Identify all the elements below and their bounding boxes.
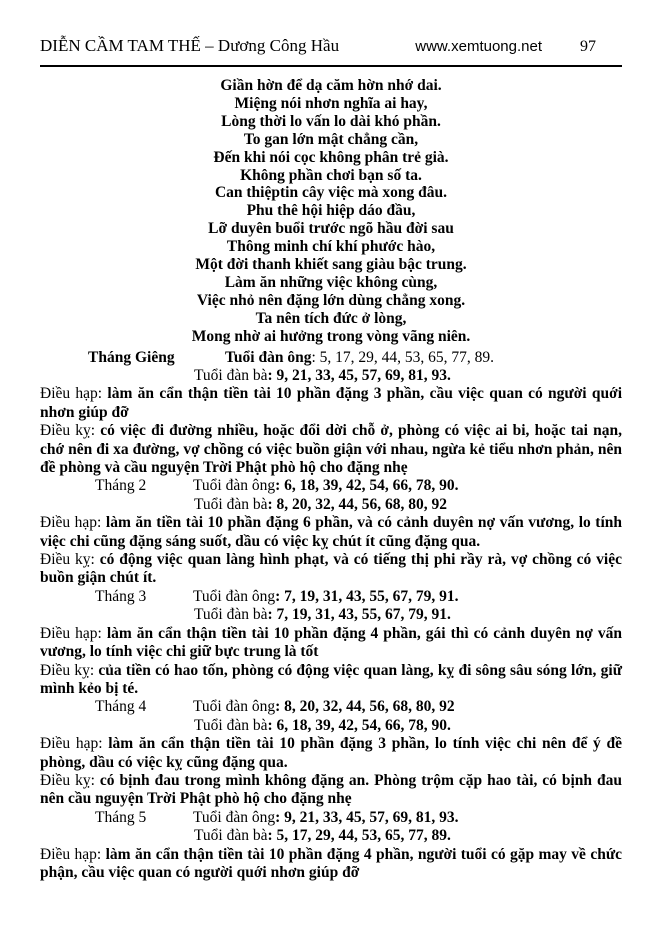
men-ages [193,698,455,716]
ky-label: Điều kỵ: [40,771,95,789]
document-title: DIỄN CẦM TAM THẾ – Dương Công Hầu [40,36,340,55]
men-ages-label: Tuổi đàn ông [193,587,276,605]
month-section-5 [40,809,622,883]
women-ages-values: : 9, 21, 33, 45, 57, 69, 81, 93. [267,367,451,384]
hap-label: Điều hạp: [40,845,102,863]
poem-line: Ta nên tích đức ở lòng, [255,309,407,327]
hap-text: làm ăn tiền tài 10 phần đặng 6 phần, và có cảnh duyên nợ vấn vương, lo tính việc chi cũng đặng sáng suốt, dầu có việc kỵ chút ít cũng đặng qua. [40,514,622,550]
hap-paragraph [40,385,622,422]
women-ages-values: : 8, 20, 32, 44, 56, 68, 80, 92 [267,495,448,513]
poem-line: Can thiệptin cây việc mà xong đâu. [214,184,448,202]
month-header-row [40,588,622,606]
hap-paragraph [40,846,622,883]
month-name: Tháng 3 [95,587,147,605]
poem-line: Một đời thanh khiết sang giàu bậc trung. [195,256,467,274]
site-url: www.xemtuong.net [415,38,542,55]
women-ages-label: Tuổi đàn bà [194,827,268,845]
men-ages [193,588,459,606]
month-name: Tháng 5 [95,808,147,826]
month-name: Tháng 4 [95,698,147,716]
women-ages [40,496,622,514]
poem-line: Phu thê hội hiệp dáo đầu, [246,202,416,220]
poem-line: To gan lớn mật chẳng cần, [243,130,419,148]
month-name: Tháng 2 [95,477,147,495]
ky-paragraph [40,772,622,809]
ky-text: có động việc quan làng hình phạt, và có tiếng thị phi rầy rà, vợ chồng có việc buồn giận chút ít. [40,551,623,587]
poem-line: Lỡ duyên buổi trước ngõ hầu đời sau [208,220,454,238]
women-ages [40,606,622,624]
poem-line: Làm ăn những việc không cùng, [224,273,438,291]
ky-label: Điều kỵ: [40,661,95,679]
men-ages-values: : 5, 17, 29, 44, 53, 65, 77, 89. [311,348,495,366]
women-ages-values: : 6, 18, 39, 42, 54, 66, 78, 90. [267,716,451,734]
month-header-row [40,349,622,367]
women-ages-label: Tuổi đàn bà [194,367,268,384]
hap-paragraph [40,514,622,551]
hap-text: làm ăn cẩn thận tiền tài 10 phần đặng 4 phần, người tuổi có gặp may về chức phận, cầu việc quan có người quới nhơn giúp đỡ [40,845,622,881]
ky-label: Điều kỵ: [40,422,96,440]
ky-text: có bịnh đau trong mình không đặng an. Phòng trộm cặp hao tài, có bịnh đau nên cầu nguyện Trời Phật phò hộ cho đặng nhẹ [40,771,623,808]
women-ages-values: : 5, 17, 29, 44, 53, 65, 77, 89. [267,827,451,845]
ky-paragraph [40,422,622,477]
month-section-2 [40,477,622,587]
month-section-4 [40,698,622,808]
hap-paragraph [40,625,622,662]
women-ages-label: Tuổi đàn bà [194,716,268,734]
ky-paragraph [40,551,622,588]
hap-label: Điều hạp: [40,385,103,403]
women-ages [40,827,622,845]
men-ages-label: Tuổi đàn ông [193,698,276,716]
page-number: 97 [580,38,596,55]
month-name: Tháng Giêng [88,348,175,366]
ky-text: có việc đi đường nhiều, hoặc đổi dời chỗ ở, phòng có việc ai bi, hoặc tai nạn, chớ nên đi xa đường, vợ chồng có việc buồn giận với nhau, ngừa kẻ tiểu nhơn phản, nên đề phòng và cầu nguyện Trời Phật phò hộ cho đặng nhẹ [40,422,622,477]
men-ages-values: : 8, 20, 32, 44, 56, 68, 80, 92 [275,698,455,716]
ky-text: của tiền có hao tốn, phòng có động việc quan làng, kỵ đi sông sâu sóng lớn, giữ mình kẻo bị té. [40,661,623,697]
header-divider [40,65,622,67]
hap-text: làm ăn cẩn thận tiền tài 10 phần đặng 4 phần, gái thì có cảnh duyên nợ vấn vương, lo tính việc chi giữ bực trung là tốt [40,624,622,661]
hap-paragraph [40,735,622,772]
month-section-gieng [40,349,622,478]
men-ages [193,809,459,827]
hap-label: Điều hạp: [40,514,102,532]
men-ages-label: Tuổi đàn ông [225,348,312,366]
men-ages-values: : 6, 18, 39, 42, 54, 66, 78, 90. [275,477,459,495]
poem-line: Việc nhỏ nên đặng lớn dùng chẳng xong. [196,291,466,309]
men-ages-label: Tuổi đàn ông [193,477,276,495]
men-ages [225,349,494,367]
month-header-row [40,809,622,827]
header-right-group [415,37,622,57]
hap-label: Điều hạp: [40,624,102,642]
month-header-row [40,698,622,716]
women-ages-label: Tuổi đàn bà [194,495,268,513]
women-ages-label: Tuổi đàn bà [194,606,268,624]
men-ages-values: : 9, 21, 33, 45, 57, 69, 81, 93. [275,808,459,826]
poem-line: Mong nhờ ai hưởng trong vòng vãng niên. [191,327,471,345]
hap-text: làm ăn cẩn thận tiền tài 10 phần đặng 3 phần, lo tính việc chi nên để ý đề phòng, dầu có việc kỵ cũng đặng qua. [40,735,622,771]
men-ages-values: : 7, 19, 31, 43, 55, 67, 79, 91. [275,587,459,605]
men-ages [193,477,459,495]
page-header [40,36,622,57]
poem-line: Thông minh chí khí phước hào, [226,238,436,256]
women-ages-values: : 7, 19, 31, 43, 55, 67, 79, 91. [267,606,451,624]
poem [40,77,622,346]
hap-label: Điều hạp: [40,735,103,753]
poem-line: Đến khi nói cọc không phân trẻ già. [213,148,449,166]
poem-line: Miệng nói nhơn nghĩa ai hay, [234,94,428,112]
poem-line: Giần hờn để dạ căm hờn nhớ dai. [220,77,442,94]
ky-paragraph [40,662,622,699]
women-ages [40,367,622,385]
month-header-row [40,477,622,495]
women-ages [40,717,622,735]
month-section-3 [40,588,622,698]
ky-label: Điều kỵ: [40,551,95,569]
men-ages-label: Tuổi đàn ông [193,808,276,826]
poem-line: Lòng thời lo vấn lo dài khó phần. [221,112,441,130]
poem-line: Không phần chơi bạn số ta. [240,166,422,184]
hap-text: làm ăn cẩn thận tiền tài 10 phần đặng 3 phần, cầu việc quan có người quới nhơn giúp đỡ [40,385,623,421]
